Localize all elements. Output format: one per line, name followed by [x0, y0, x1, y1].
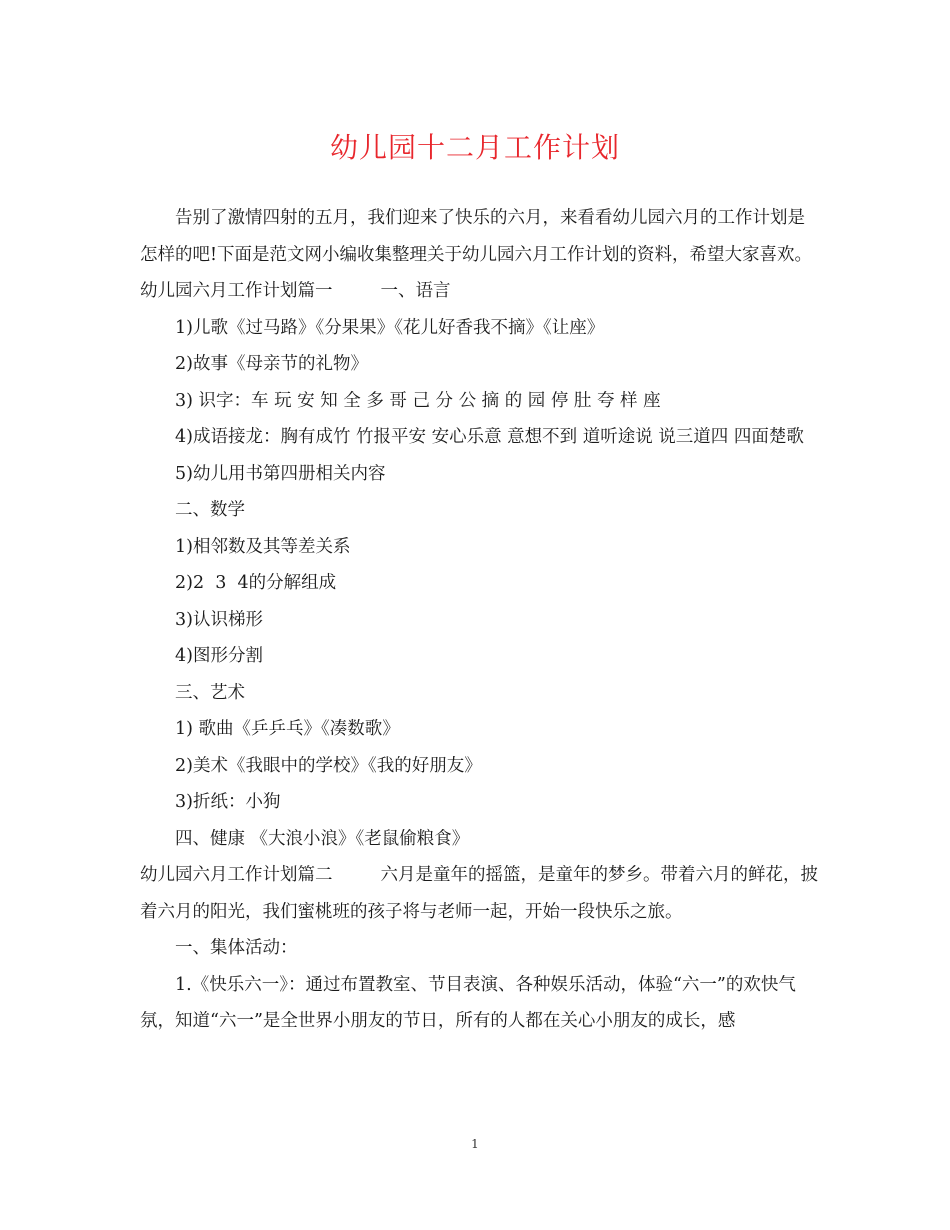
- section-1-line: 3)认识梯形: [175, 609, 263, 630]
- section-2-line: 一、集体活动：: [175, 938, 298, 958]
- section-1-heading: 幼儿园六月工作计划篇一: [140, 281, 333, 301]
- section-2-first-paragraph: 六月是童年的摇篮，是童年的梦乡。带着六月的鲜花，披着六月的阳光，我们蜜桃班的孩子将与老师一起，开始一段快乐之旅。: [140, 865, 818, 922]
- section-1-line: 1)相邻数及其等差关系: [175, 536, 351, 557]
- section-2-heading-line: [140, 857, 820, 930]
- document-body: [140, 200, 820, 1040]
- page-number: 1: [471, 1137, 479, 1151]
- section-1-line: 3)折纸：小狗: [175, 792, 281, 812]
- section-1-heading-line: [140, 273, 820, 310]
- section-1-line: 2)美术《我眼中的学校》《我的好朋友》: [175, 755, 482, 776]
- section-1-line: 2)故事《母亲节的礼物》: [175, 354, 368, 374]
- section-1-line: 4)成语接龙：胸有成竹 竹报平安 安心乐意 意想不到 道听途说 说三道四 四面楚歌: [175, 427, 804, 447]
- intro-paragraph: 告别了激情四射的五月，我们迎来了快乐的六月，来看看幼儿园六月的工作计划是怎样的吧!下面是范文网小编收集整理关于幼儿园六月工作计划的资料，希望大家喜欢。: [140, 208, 813, 265]
- section-1-line: 1) 歌曲《乒乒乓》《凑数歌》: [175, 719, 400, 739]
- section-1-line: 2)2 3 4的分解组成: [175, 573, 337, 593]
- section-1-line: 1)儿歌《过马路》《分果果》《花儿好香我不摘》《让座》: [175, 317, 605, 338]
- section-1-first-item: 一、语言: [380, 281, 451, 301]
- section-1-line: 3) 识字：车 玩 安 知 全 多 哥 己 分 公 摘 的 园 停 肚 夸 样 座: [175, 390, 661, 411]
- section-1-line: 5)幼儿用书第四册相关内容: [175, 463, 386, 484]
- section-1-line: 4)图形分割: [175, 646, 263, 666]
- page-title: 幼儿园十二月工作计划: [329, 131, 620, 164]
- section-1-line: 二、数学: [175, 500, 245, 520]
- section-1-line: 三、艺术: [175, 682, 245, 703]
- section-2-line: 1.《快乐六一》：通过布置教室、节目表演、各种娱乐活动，体验“六一”的欢快气氛，知道“六一”是全世界小朋友的节日，所有的人都在关心小朋友的成长，感: [140, 974, 796, 1031]
- section-1-line: 四、健康 《大浪小浪》《老鼠偷粮食》: [175, 828, 470, 849]
- section-2-heading: 幼儿园六月工作计划篇二: [140, 865, 333, 885]
